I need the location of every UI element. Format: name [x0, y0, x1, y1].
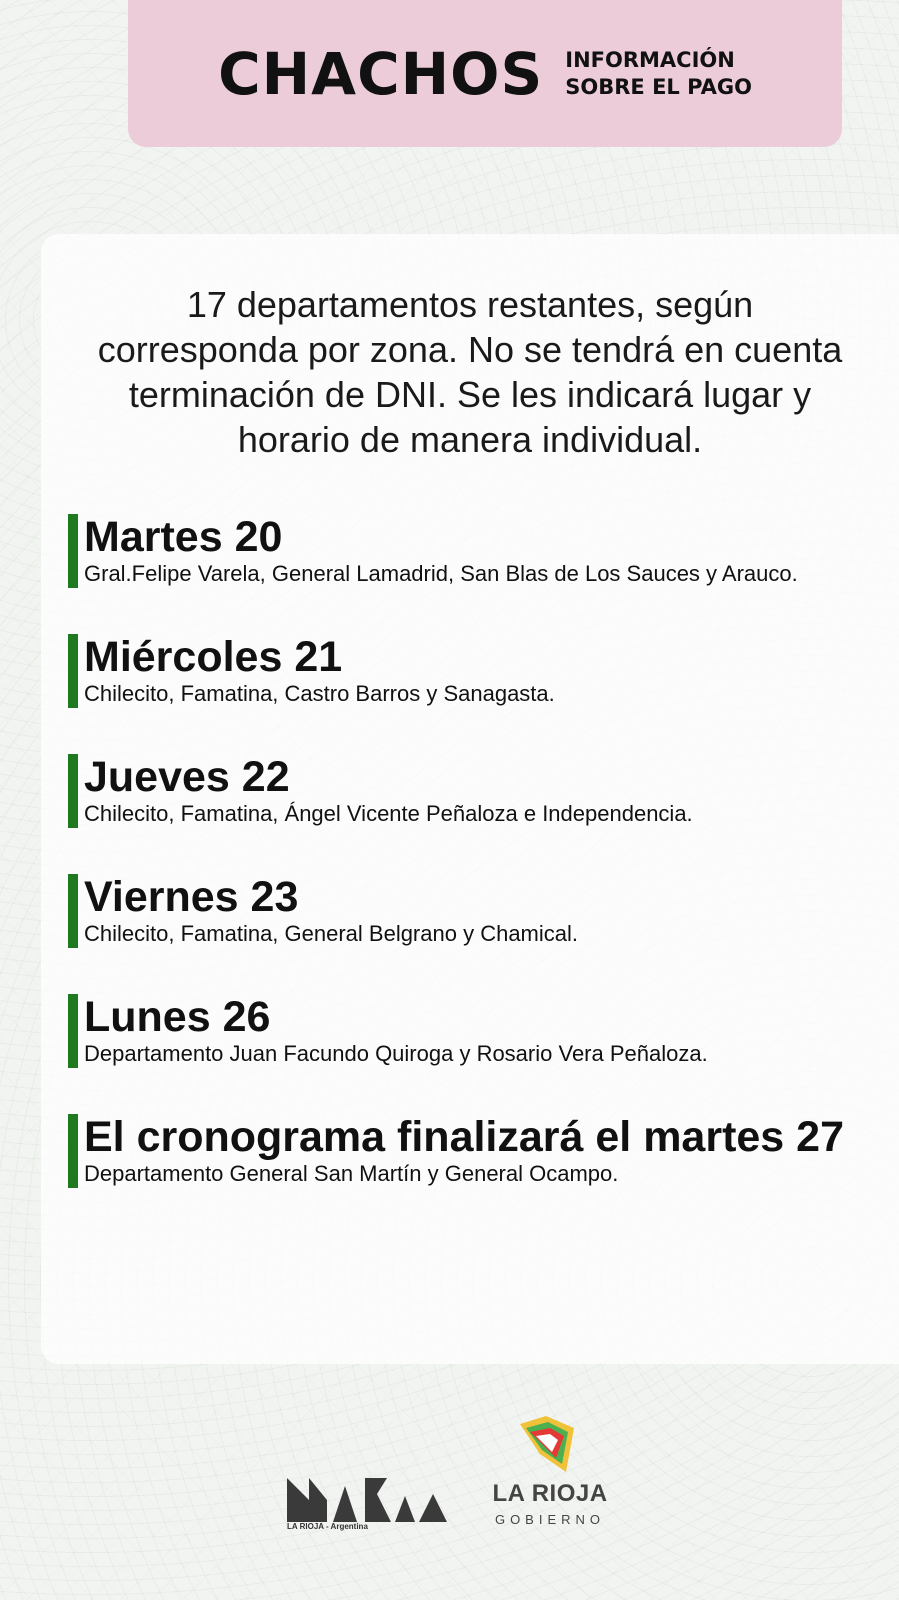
- accent-bar: [68, 874, 78, 948]
- accent-bar: [68, 994, 78, 1068]
- schedule-day-title: Martes 20: [84, 513, 283, 561]
- schedule-item: [68, 754, 899, 828]
- schedule-item: [68, 634, 899, 708]
- schedule-item: [68, 514, 899, 588]
- subtitle-line-2: SOBRE EL PAGO: [565, 74, 752, 99]
- accent-bar: [68, 514, 78, 588]
- header-subtitle: [565, 47, 752, 101]
- header-banner: [128, 0, 842, 147]
- schedule-day-description: Chilecito, Famatina, General Belgrano y Chamical.: [84, 921, 579, 946]
- brand-title: CHACHOS: [218, 39, 544, 108]
- gobierno-emblem-icon: [516, 1414, 578, 1476]
- schedule-day-title: Jueves 22: [84, 753, 290, 801]
- gobierno-subtitle: GOBIERNO: [494, 1512, 606, 1527]
- la-rioja-argentina-logo: [287, 1474, 447, 1524]
- schedule-list: [41, 514, 899, 1188]
- intro-text: [41, 282, 899, 462]
- intro-line-3: terminación de DNI. Se les indicará lugar y: [128, 374, 812, 415]
- gobierno-name: LA RIOJA: [492, 1480, 608, 1507]
- footer-logos: [0, 1400, 899, 1550]
- schedule-day-title: El cronograma finalizará el martes 27: [84, 1113, 844, 1161]
- intro-line-2: corresponda por zona. No se tendrá en cuenta: [97, 329, 843, 370]
- schedule-day-title: Lunes 26: [84, 993, 271, 1041]
- accent-bar: [68, 754, 78, 828]
- accent-bar: [68, 634, 78, 708]
- schedule-day-description: Gral.Felipe Varela, General Lamadrid, San Blas de Los Sauces y Arauco.: [84, 561, 798, 586]
- schedule-day-description: Departamento General San Martín y General Ocampo.: [84, 1161, 619, 1186]
- schedule-item: [68, 1114, 899, 1188]
- la-rioja-argentina-caption: LA RIOJA - Argentina: [287, 1522, 368, 1531]
- schedule-day-description: Chilecito, Famatina, Ángel Vicente Peñaloza e Independencia.: [84, 801, 693, 826]
- schedule-day-description: Departamento Juan Facundo Quiroga y Rosario Vera Peñaloza.: [84, 1041, 708, 1066]
- intro-line-4: horario de manera individual.: [237, 419, 703, 460]
- intro-line-1: 17 departamentos restantes, según: [186, 284, 754, 325]
- schedule-item: [68, 874, 899, 948]
- schedule-item: [68, 994, 899, 1068]
- subtitle-line-1: INFORMACIÓN: [565, 47, 735, 72]
- la-rioja-gobierno-logo: [480, 1400, 620, 1550]
- info-card: [41, 234, 899, 1364]
- accent-bar: [68, 1114, 78, 1188]
- schedule-day-description: Chilecito, Famatina, Castro Barros y Sanagasta.: [84, 681, 555, 706]
- schedule-day-title: Miércoles 21: [84, 633, 343, 681]
- schedule-day-title: Viernes 23: [84, 873, 299, 921]
